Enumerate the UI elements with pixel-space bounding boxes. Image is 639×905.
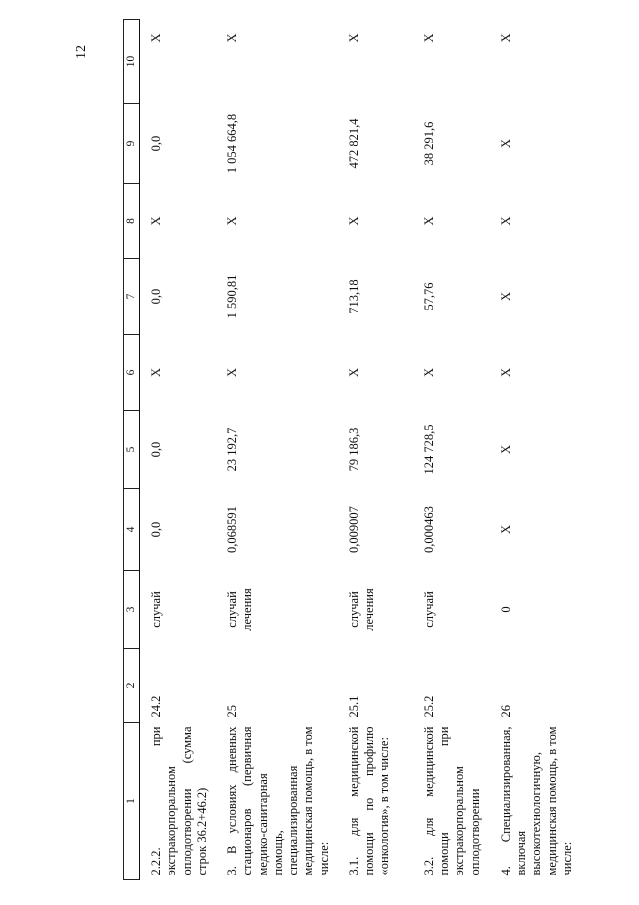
row-col7: 713,18 (346, 279, 361, 314)
col-header: 8 (124, 184, 140, 259)
row-col4: 0,009007 (346, 506, 361, 553)
row-col7: Х (498, 291, 513, 302)
row-name: 4. Специализированная, включая высокотехнологичную, медицинская помощь, в том числе: (498, 726, 574, 876)
row-col9: Х (498, 138, 513, 149)
rotated-table-container (123, 20, 574, 880)
col-header: 4 (124, 489, 140, 571)
row-col4: 0,0 (149, 521, 163, 538)
row-line-number: 25.2 (421, 695, 436, 718)
table-row (140, 20, 217, 880)
col-header: 1 (124, 723, 140, 880)
row-col7: 57,76 (421, 282, 436, 311)
row-col5: Х (498, 444, 513, 455)
table-row (413, 20, 490, 880)
row-col6: Х (225, 367, 239, 378)
row-col9: 38 291,6 (421, 121, 436, 166)
row-unit: случай лечения (346, 588, 376, 631)
row-col6: Х (346, 367, 361, 378)
table-row (338, 20, 413, 880)
row-col5: 0,0 (149, 441, 163, 458)
row-col9: 0,0 (149, 135, 163, 152)
row-unit: 0 (498, 606, 513, 613)
row-col4: 0,000463 (421, 506, 436, 553)
row-col10: Х (149, 33, 163, 43)
table-row (490, 20, 581, 880)
row-line-number: 26 (498, 705, 513, 718)
row-name: 3. В условиях дневных стационаров (первичная медико-санитарная помощь, специализированная медицинская помощь, в том числе: (225, 726, 331, 876)
row-col8: Х (149, 216, 163, 226)
row-col10: Х (225, 33, 239, 43)
row-col5: 23 192,7 (225, 427, 239, 472)
col-header: 7 (124, 259, 140, 335)
row-name: 2.2.2. при экстракорпоральном оплодотворении (сумма строк 36.2+46.2) (149, 726, 209, 876)
row-col5: 79 186,3 (346, 427, 361, 472)
row-unit: случай (149, 591, 163, 628)
row-col6: Х (421, 367, 436, 378)
table-row (216, 20, 338, 880)
header-row (124, 20, 140, 880)
row-unit: случай лечения (225, 588, 255, 631)
col-header: 9 (124, 104, 140, 184)
row-col8: Х (498, 216, 513, 226)
col-header: 3 (124, 571, 140, 649)
row-col10: Х (346, 33, 361, 43)
page-number: 12 (74, 45, 89, 59)
row-col10: Х (498, 33, 513, 43)
col-header: 10 (124, 20, 140, 104)
row-line-number: 25.1 (346, 695, 361, 718)
row-col9: 472 821,4 (346, 118, 361, 169)
data-table (123, 19, 581, 880)
row-col8: Х (225, 216, 239, 226)
row-col8: Х (346, 216, 361, 226)
row-col9: 1 054 664,8 (225, 113, 239, 174)
row-col7: 0,0 (149, 288, 163, 305)
row-col10: Х (421, 33, 436, 43)
row-name: 3.2. для медицинской помощи при экстракорпоральном оплодотворении (421, 726, 482, 876)
row-unit: случай (421, 591, 436, 628)
row-col8: Х (421, 216, 436, 226)
row-col4: Х (498, 524, 513, 535)
row-col6: Х (498, 367, 513, 378)
row-col4: 0,068591 (225, 506, 239, 553)
row-line-number: 25 (225, 705, 239, 718)
row-col5: 124 728,5 (421, 424, 436, 475)
row-name: 3.1. для медицинской помощи по профилю «онкология», в том числе: (346, 726, 392, 876)
row-col6: Х (149, 367, 163, 378)
col-header: 5 (124, 411, 140, 489)
col-header: 6 (124, 335, 140, 411)
row-line-number: 24.2 (149, 695, 163, 718)
col-header: 2 (124, 649, 140, 723)
row-col7: 1 590,81 (225, 274, 239, 319)
